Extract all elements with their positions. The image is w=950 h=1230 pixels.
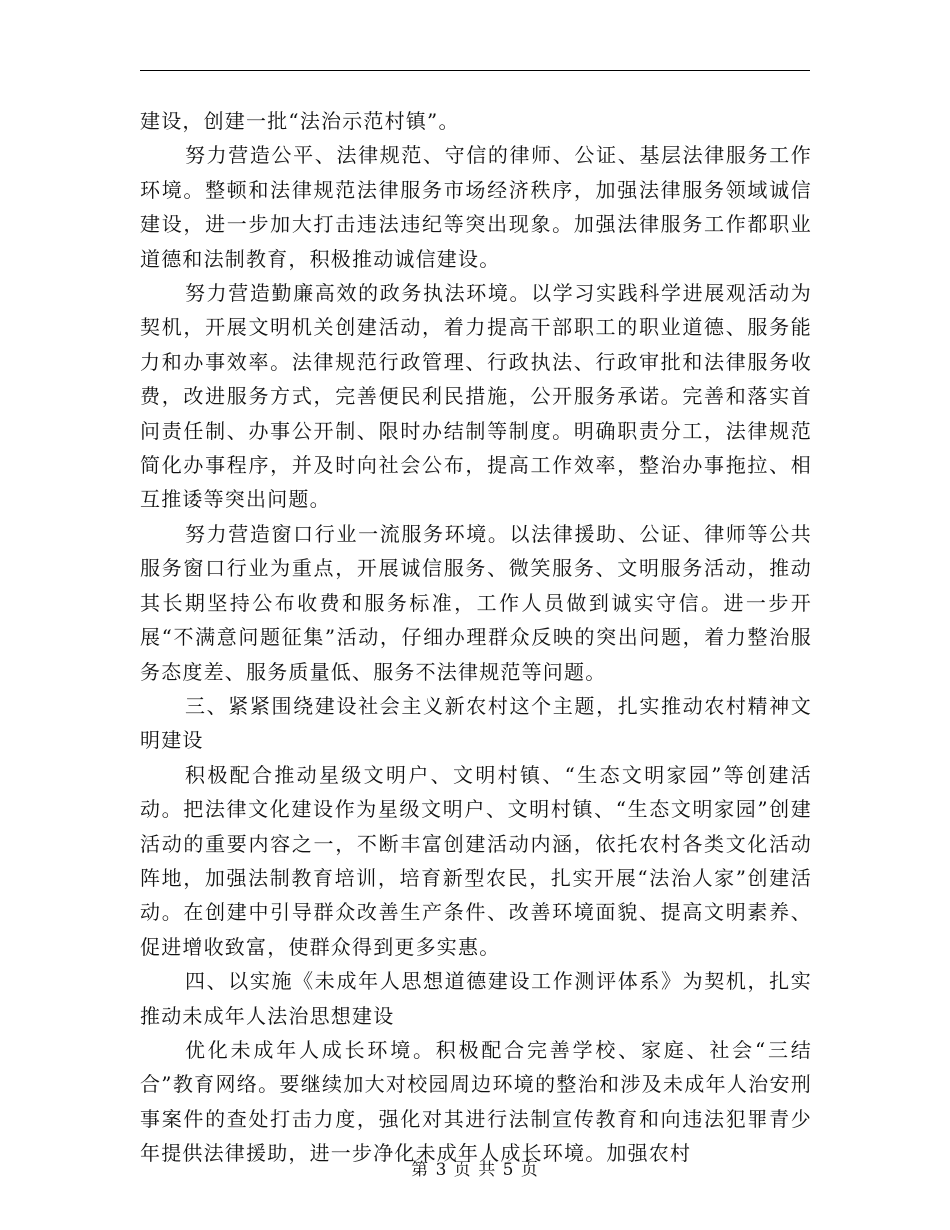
section-heading-4: 四、以实施《未成年人思想道德建设工作测评体系》为契机，扎实推动未成年人法治思想建设 [140, 969, 812, 1028]
paragraph-4: 努力营造窗口行业一流服务环境。以法律援助、公证、律师等公共服务窗口行业为重点，开展诚信服务、微笑服务、文明服务活动，推动其长期坚持公布收费和服务标准，工作人员做到诚实守信。进一步开展“不满意问题征集”活动，仔细办理群众反映的突出问题，着力整治服务态度差、服务质量低、服务不法律规范等问题。 [140, 521, 812, 684]
section-heading-3: 三、紧紧围绕建设社会主义新农村这个主题，扎实推动农村精神文明建设 [140, 693, 812, 753]
header-rule [140, 70, 810, 71]
page-footer [0, 1155, 950, 1180]
paragraph-2: 努力营造公平、法律规范、守信的律师、公证、基层法律服务工作环境。整顿和法律规范法律服务市场经济秩序，加强法律服务领域诚信建设，进一步加大打击违法违纪等突出现象。加强法律服务工作都职业道德和法制教育，积极推动诚信建设。 [140, 143, 812, 271]
paragraph-6: 优化未成年人成长环境。积极配合完善学校、家庭、社会“三结合”教育网络。要继续加大对校园周边环境的整治和涉及未成年人治安刑事案件的查处打击力度，强化对其进行法制宣传教育和向违法犯罪青少年提供法律援助，进一步净化未成年人成长环境。加强农村 [140, 1037, 812, 1166]
paragraph-1: 建设，创建一批“法治示范村镇”。 [140, 109, 460, 133]
document-body [140, 104, 812, 1171]
paragraph-3: 努力营造勤廉高效的政务执法环境。以学习实践科学进展观活动为契机，开展文明机关创建活动，着力提高干部职工的职业道德、服务能力和办事效率。法律规范行政管理、行政执法、行政审批和法律服务收费，改进服务方式，完善便民利民措施，公开服务承诺。完善和落实首问责任制、办事公开制、限时办结制等制度。明确职责分工，法律规范简化办事程序，并及时向社会公布，提高工作效率，整治办事拖拉、相互推诿等突出问题。 [140, 281, 812, 512]
page-number-label: 第 3 页 共 5 页 [411, 1160, 539, 1180]
paragraph-5: 积极配合推动星级文明户、文明村镇、“生态文明家园”等创建活动。把法律文化建设作为星级文明户、文明村镇、“生态文明家园”创建活动的重要内容之一，不断丰富创建活动内涵，依托农村各类文化活动阵地，加强法制教育培训，培育新型农民，扎实开展“法治人家”创建活动。在创建中引导群众改善生产条件、改善环境面貌、提高文明素养、促进增收致富，使群众得到更多实惠。 [140, 762, 812, 959]
